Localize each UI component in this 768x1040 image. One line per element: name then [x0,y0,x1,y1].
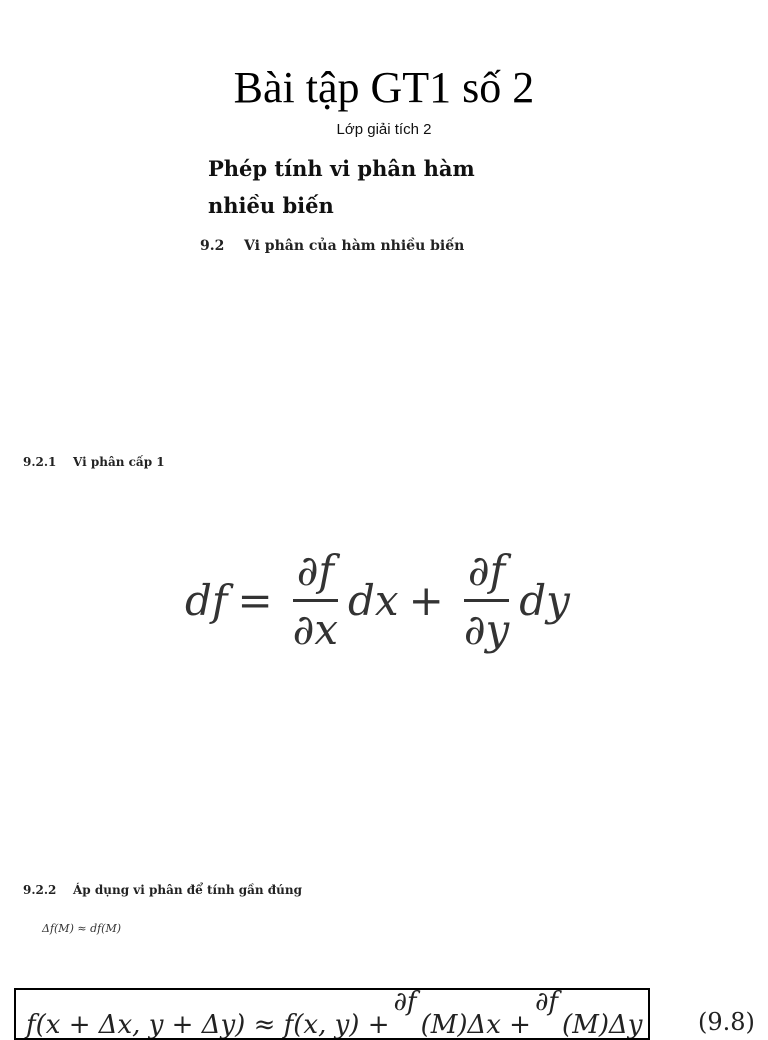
boxed-fraction-2 [533,988,560,1016]
equation-number: (9.8) [698,1008,755,1036]
equals-sign: = [237,575,273,625]
dy-term: dy [519,575,570,625]
boxed-lhs: f(x + Δx, y + Δy) ≈ f(x, y) + [26,1010,390,1040]
boxed-term-1: (M)Δx + [420,1010,531,1040]
fraction-numerator: ∂f [464,545,509,602]
subsection-number: 9.2.1 [23,455,57,469]
fraction-denominator: ∂y [463,604,510,654]
chapter-heading: Phép tính vi phân hàm nhiều biến [208,156,475,218]
subsection-title: Áp dụng vi phân để tính gần đúng [73,883,303,897]
section-number: 9.2 [200,238,225,254]
section-title: Vi phân của hàm nhiều biến [244,238,465,254]
approximation-formula: Δf(M) ≈ df(M) [42,922,122,935]
page-title: Bài tập GT1 số 2 [233,63,535,112]
equation-lhs: df [185,575,228,625]
fraction-numerator: ∂f [534,988,559,1017]
boxed-equation [14,988,650,1040]
fraction-numerator: ∂f [393,988,417,1017]
subsection-heading-approximation [23,883,302,897]
boxed-fraction-1 [391,988,418,1016]
dx-term: dx [348,575,399,625]
partial-fraction-y [460,545,513,656]
fraction-denominator: ∂x [292,604,339,654]
subsection-number: 9.2.2 [23,883,57,897]
subsection-heading-first-order [23,455,165,469]
boxed-equation-content [26,988,642,1040]
fraction-numerator: ∂f [293,545,338,602]
partial-fraction-x [289,545,342,656]
page-subtitle: Lớp giải tích 2 [336,121,432,138]
boxed-term-2: (M)Δy [562,1010,643,1040]
differential-equation [185,535,570,665]
plus-sign: + [408,575,444,625]
subsection-title: Vi phân cấp 1 [73,455,165,469]
section-heading [200,238,464,254]
